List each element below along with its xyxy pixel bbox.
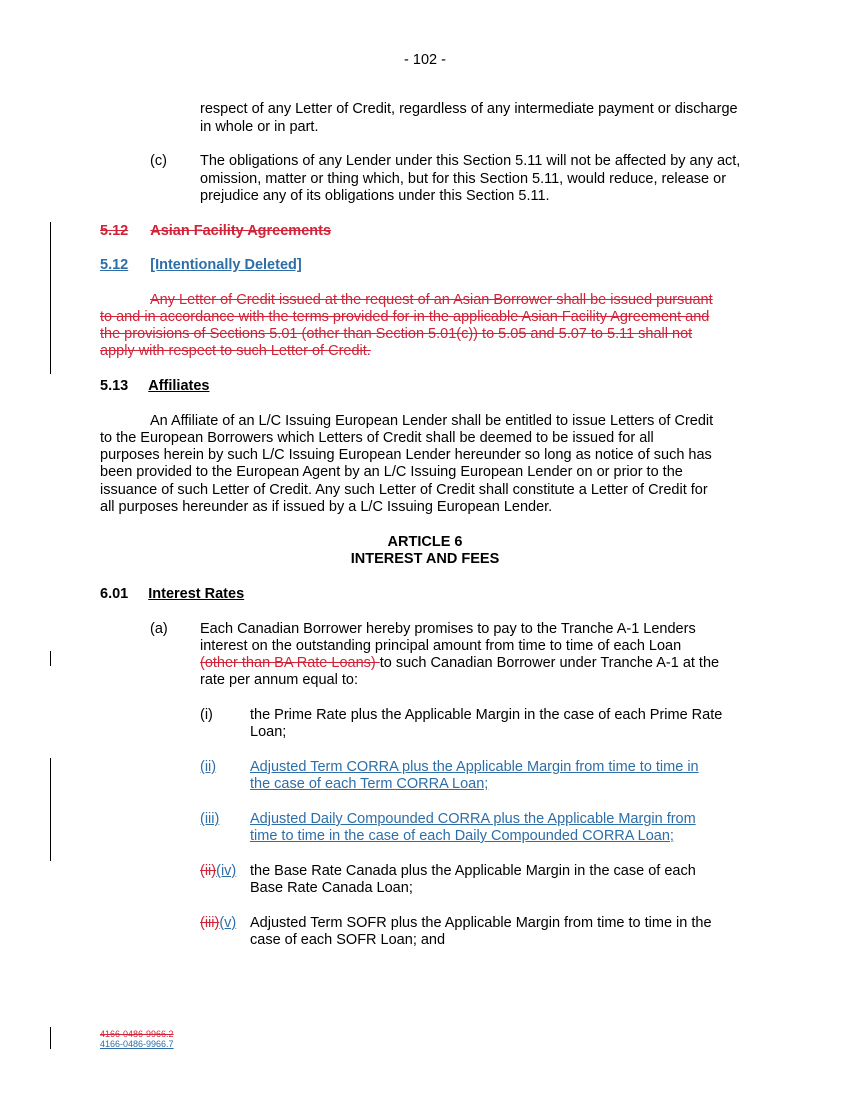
item-ii-label: (ii) bbox=[200, 759, 217, 775]
item-iv-label bbox=[200, 863, 236, 881]
section-number: 5.12 bbox=[100, 257, 129, 273]
item-v-label bbox=[200, 915, 236, 933]
item-i-label: (i) bbox=[200, 707, 213, 723]
para-a-line bbox=[200, 655, 719, 673]
deleted-label: (ii) bbox=[200, 863, 217, 879]
deleted-label: (iii) bbox=[200, 915, 220, 931]
inserted-label: (iv) bbox=[216, 863, 237, 879]
deleted-text: (other than BA Rate Loans) bbox=[200, 655, 380, 671]
section-512-deleted-heading bbox=[100, 223, 331, 241]
change-bar bbox=[50, 758, 51, 861]
article-number: ARTICLE 6 bbox=[387, 534, 463, 550]
item-iii-line: time to time in the case of each Daily Compounded CORRA Loan; bbox=[250, 828, 674, 844]
inserted-label: (v) bbox=[219, 915, 237, 931]
section-512-inserted-heading bbox=[100, 257, 302, 275]
change-bar bbox=[50, 651, 51, 666]
item-i-line: the Prime Rate plus the Applicable Margin in the case of each Prime Rate bbox=[250, 707, 723, 723]
section-number: 5.12 bbox=[100, 223, 129, 239]
para-a-line: Each Canadian Borrower hereby promises to pay to the Tranche A-1 Lenders bbox=[200, 621, 696, 637]
section-title: Interest Rates bbox=[148, 586, 245, 602]
deleted-body-line: to and in accordance with the terms provided for in the applicable Asian Facility Agreement and bbox=[100, 309, 710, 325]
section-513-heading bbox=[100, 378, 209, 396]
body-line: to the European Borrowers which Letters of Credit shall be deemed to be issued for all bbox=[100, 430, 654, 446]
para-a-label: (a) bbox=[150, 621, 168, 637]
section-number: 6.01 bbox=[100, 586, 129, 602]
footer-inserted-doc-id: 4166-0486-9966.7 bbox=[100, 1039, 174, 1049]
body-line: all purposes hereunder as if issued by a L/C Issuing European Lender. bbox=[100, 499, 553, 515]
item-iv-line: Base Rate Canada Loan; bbox=[250, 880, 413, 896]
section-title: [Intentionally Deleted] bbox=[150, 257, 302, 273]
section-title: Asian Facility Agreements bbox=[150, 223, 332, 239]
change-bar bbox=[50, 1027, 51, 1049]
section-number: 5.13 bbox=[100, 378, 129, 394]
body-line: been provided to the European Agent by an L/C Issuing European Lender on or prior to the bbox=[100, 464, 683, 480]
continuation-paragraph: respect of any Letter of Credit, regardless of any intermediate payment or discharge in whole or in part. bbox=[200, 101, 738, 135]
item-iii-line: Adjusted Daily Compounded CORRA plus the Applicable Margin from bbox=[250, 811, 696, 827]
para-c-label: (c) bbox=[150, 153, 167, 169]
item-ii-line: the case of each Term CORRA Loan; bbox=[250, 776, 489, 792]
article-title: INTEREST AND FEES bbox=[350, 551, 500, 567]
page-number: - 102 - bbox=[404, 52, 446, 68]
item-v-line: Adjusted Term SOFR plus the Applicable Margin from time to time in the bbox=[250, 915, 712, 931]
para-a-line: interest on the outstanding principal amount from time to time of each Loan bbox=[200, 638, 682, 654]
item-v-line: case of each SOFR Loan; and bbox=[250, 932, 446, 948]
footer-deleted-doc-id: 4166-0486-9966.2 bbox=[100, 1029, 174, 1039]
para-a-line: rate per annum equal to: bbox=[200, 672, 358, 688]
body-line: An Affiliate of an L/C Issuing European Lender shall be entitled to issue Letters of Credit bbox=[150, 413, 714, 429]
item-iv-line: the Base Rate Canada plus the Applicable Margin in the case of each bbox=[250, 863, 696, 879]
section-title: Affiliates bbox=[148, 378, 210, 394]
item-i-line: Loan; bbox=[250, 724, 287, 740]
item-iii-label: (iii) bbox=[200, 811, 220, 827]
deleted-body-line: apply with respect to such Letter of Credit. bbox=[100, 343, 371, 359]
body-line: issuance of such Letter of Credit. Any such Letter of Credit shall constitute a Letter of Credit for bbox=[100, 482, 708, 498]
para-a-text: to such Canadian Borrower under Tranche A-1 at the bbox=[379, 655, 720, 671]
change-bar bbox=[50, 222, 51, 374]
section-601-heading bbox=[100, 586, 244, 604]
deleted-body-line: the provisions of Sections 5.01 (other than Section 5.01(c)) to 5.05 and 5.07 to 5.11 shall not bbox=[100, 326, 693, 342]
deleted-body-line: Any Letter of Credit issued at the request of an Asian Borrower shall be issued pursuant bbox=[150, 292, 713, 308]
item-ii-line: Adjusted Term CORRA plus the Applicable Margin from time to time in bbox=[250, 759, 699, 775]
body-line: purposes herein by such L/C Issuing European Lender hereunder so long as notice of such has bbox=[100, 447, 712, 463]
para-c-text: The obligations of any Lender under this Section 5.11 will not be affected by any act, omission, matter or thing which, but for this Section 5.11, would reduce, release or prejudice any of its obligations under this Section 5.11. bbox=[200, 153, 741, 204]
